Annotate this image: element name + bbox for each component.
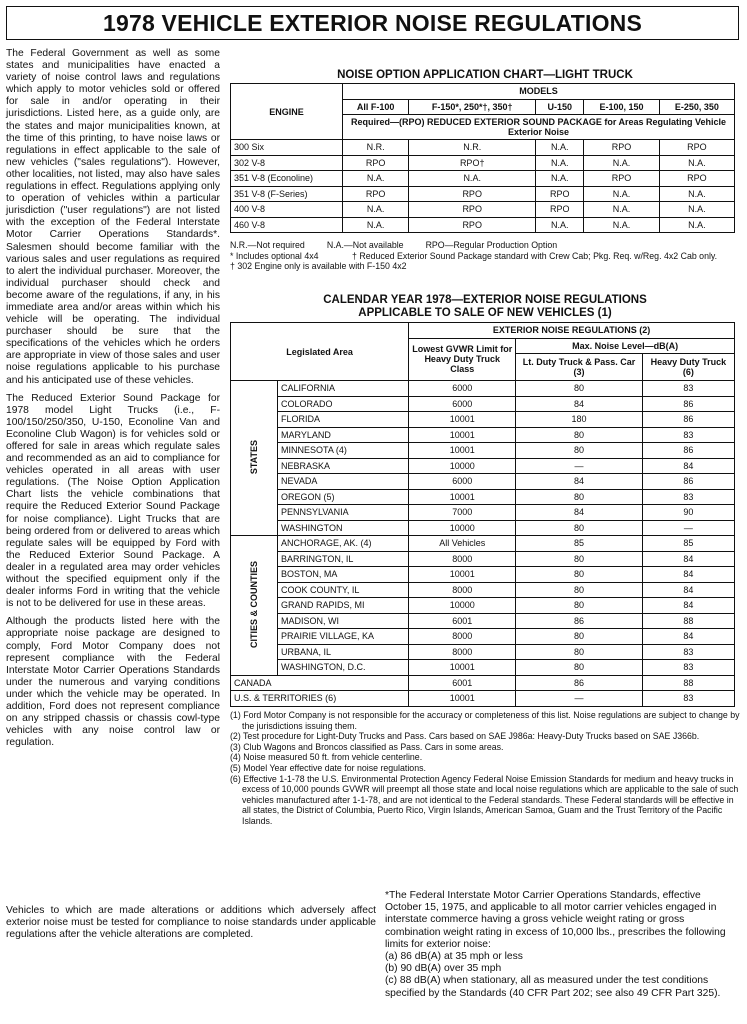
area-name: NEBRASKA (278, 458, 409, 474)
table-row (231, 660, 735, 676)
table-cell: N.A. (536, 171, 584, 187)
cities-group-cell (231, 536, 278, 676)
footnote: (2) Test procedure for Light-Duty Trucks and Pass. Cars based on SAE J986a: Heavy-Duty Trucks based on SAE J366b. (230, 731, 700, 742)
engine-cell: 460 V-8 (231, 217, 343, 233)
table-cell: N.A. (536, 140, 584, 156)
table-cell: RPO (659, 171, 734, 187)
gvwr-cell: 10001 (409, 489, 516, 505)
table-row (231, 598, 735, 614)
table-cell: N.A. (343, 217, 409, 233)
federal-standards-note (385, 890, 740, 1000)
light-cell: 86 (516, 613, 643, 629)
chart2-footnotes (230, 710, 740, 827)
table-cell: N.A. (584, 202, 659, 218)
table-cell: RPO† (409, 155, 536, 171)
table-row (231, 489, 735, 505)
table-row (231, 427, 735, 443)
footnote: (5) Model Year effective date for noise regulations. (230, 762, 426, 773)
chart2-title (230, 294, 740, 320)
area-name: BARRINGTON, IL (278, 551, 409, 567)
table-cell: RPO (536, 186, 584, 202)
gvwr-cell: 8000 (409, 551, 516, 567)
federal-intro: *The Federal Interstate Motor Carrier Operations Standards, effective October 15, 1975, and applicable to all motor carrier vehicles engaged in interstate commerce having a gross vehicle weight rating or gross combination weight rating in excess of 10,000 lbs., prescribes the following limits for exterior noise: (385, 890, 726, 950)
table-row (231, 140, 735, 156)
table-cell: RPO (584, 171, 659, 187)
legislated-area-header: Legislated Area (231, 323, 409, 381)
paragraph-sound-package: The Reduced Exterior Sound Package for 1978 model Light Trucks (i.e., F-100/150/250/350, U-150, Econoline Van and Econoline Club Wagon) is for vehicles sold or offered for sale in areas which regulate sales and recommended as an aid to compliance for vehicles operated in all areas with user regulations. (The Noise Option Application Chart lists the vehicle combinations that require the Reduced Exterior Sound Package for noise compliance). Light Trucks that are being ordered from or delivered to areas which regulate sales will be equipped by Ford with the Reduced Exterior Sound Package. A dealer in a regulated area may order vehicles without the specified equipment only if the dealer informs Ford in writing that the vehicle is not to be delivered for use in these areas. (6, 392, 220, 610)
area-name: PENNSYLVANIA (278, 505, 409, 521)
light-cell: 80 (516, 520, 643, 536)
light-cell: 80 (516, 644, 643, 660)
table-cell: N.R. (343, 140, 409, 156)
table-cell: N.A. (659, 202, 734, 218)
footnote: (6) Effective 1-1-78 the U.S. Environmental Protection Agency Federal Noise Emission Standards for medium and heavy trucks in excess of 10,000 pounds GVWR will preempt all those state and local noise regulations which are applicable to the sale of such vehicles manufactured after 1-1-78, and are not identical to the Federal standards. These Federal standards will be effective in all states, the District of Columbia, Puerto Rico, Virgin Islands, American Samoa, Guam and the Trust Territory of the Pacific Islands. (230, 773, 739, 826)
area-name: CALIFORNIA (278, 381, 409, 397)
table-row (231, 675, 735, 691)
heavy-cell: 84 (642, 551, 734, 567)
table-row (231, 582, 735, 598)
table-cell: N.A. (584, 155, 659, 171)
area-name: WASHINGTON (278, 520, 409, 536)
table-row (231, 644, 735, 660)
table-cell: RPO (409, 202, 536, 218)
gvwr-cell: 6000 (409, 474, 516, 490)
engine-cell: 351 V-8 (Econoline) (231, 171, 343, 187)
area-name: BOSTON, MA (278, 567, 409, 583)
area-name: MARYLAND (278, 427, 409, 443)
light-cell: — (516, 691, 643, 707)
table-row (231, 202, 735, 218)
gvwr-cell: 8000 (409, 644, 516, 660)
gvwr-cell: 7000 (409, 505, 516, 521)
gvwr-cell: 8000 (409, 629, 516, 645)
gvwr-cell: 6000 (409, 396, 516, 412)
gvwr-cell: 10001 (409, 443, 516, 459)
table-cell: N.A. (409, 171, 536, 187)
chart1-notes (230, 240, 740, 272)
area-name: NEVADA (278, 474, 409, 490)
heavy-cell: 83 (642, 660, 734, 676)
area-name: COOK COUNTY, IL (278, 582, 409, 598)
table-row (231, 474, 735, 490)
limit-a: (a) 86 dB(A) at 35 mph or less (385, 951, 523, 963)
note-dagger: † Reduced Exterior Sound Package standard with Crew Cab; Pkg. Req. w/Reg. 4x2 Cab only. (352, 250, 718, 261)
heavy-cell: 83 (642, 691, 734, 707)
table-cell: N.A. (536, 217, 584, 233)
note-dagger-302: † 302 Engine only is available with F-150 4x2 (230, 261, 407, 271)
heavy-cell: 85 (642, 536, 734, 552)
gvwr-cell: 10000 (409, 598, 516, 614)
gvwr-cell: 10001 (409, 427, 516, 443)
footnote: (3) Club Wagons and Broncos classified as Pass. Cars in some areas. (230, 741, 504, 752)
heavy-cell: 84 (642, 598, 734, 614)
alterations-paragraph: Vehicles to which are made alterations or additions which adversely affect exterior noise must be tested for compliance to noise standards under applicable regulations after the vehicle alterations are completed. (6, 905, 376, 941)
left-column (6, 48, 220, 755)
engine-cell: 400 V-8 (231, 202, 343, 218)
table-row (231, 691, 735, 707)
chart2-title-line2: APPLICABLE TO SALE OF NEW VEHICLES (1) (358, 307, 612, 319)
limit-b: (b) 90 dB(A) over 35 mph (385, 963, 502, 975)
table-row (231, 505, 735, 521)
note-nr: N.R.—Not required (230, 240, 305, 250)
table-cell: RPO (343, 186, 409, 202)
table-row (231, 567, 735, 583)
table-row (231, 381, 735, 397)
light-cell: 84 (516, 396, 643, 412)
area-name: FLORIDA (278, 412, 409, 428)
table-cell: N.R. (409, 140, 536, 156)
gvwr-cell: 8000 (409, 582, 516, 598)
table-cell: N.A. (536, 155, 584, 171)
table-cell: N.A. (343, 171, 409, 187)
note-na: N.A.—Not available (326, 240, 404, 250)
light-cell: 80 (516, 551, 643, 567)
required-note: Required—(RPO) REDUCED EXTERIOR SOUND PACKAGE for Areas Regulating Vehicle Exterior Noise (343, 115, 735, 140)
table-cell: RPO (659, 140, 734, 156)
area-name: URBANA, IL (278, 644, 409, 660)
light-duty-header: Lt. Duty Truck & Pass. Car (3) (516, 354, 643, 381)
area-name: OREGON (5) (278, 489, 409, 505)
model-header: F-150*, 250*†, 350† (409, 99, 536, 115)
table-row (231, 520, 735, 536)
table-cell: N.A. (659, 155, 734, 171)
area-name: ANCHORAGE, AK. (4) (278, 536, 409, 552)
gvwr-cell: 10000 (409, 520, 516, 536)
heavy-cell: 84 (642, 582, 734, 598)
light-cell: 80 (516, 567, 643, 583)
engine-cell: 302 V-8 (231, 155, 343, 171)
heavy-cell: 83 (642, 644, 734, 660)
area-name: MADISON, WI (278, 613, 409, 629)
table-cell: RPO (343, 155, 409, 171)
models-header: MODELS (343, 84, 735, 100)
gvwr-header: Lowest GVWR Limit for Heavy Duty Truck Class (409, 338, 516, 381)
heavy-cell: 86 (642, 443, 734, 459)
noise-option-chart (230, 83, 735, 233)
gvwr-cell: 6000 (409, 381, 516, 397)
heavy-cell: 84 (642, 629, 734, 645)
light-cell: 80 (516, 660, 643, 676)
area-name: MINNESOTA (4) (278, 443, 409, 459)
paragraph-intro: The Federal Government as well as some states and municipalities have enacted a variety of noise control laws and regulations which apply to motor vehicles sold or offered for sale in and/or operating in their jurisdictions. Listed here, as a guide only, are the states and major municipalities known, at the time of this printing, to have noise laws or regulations in effect applicable to the sale of new vehicles ("sales regulations"). However, other localities, not listed, may also have sales regulations in effect. Regulations applying only to operation of vehicles within a particular jurisdiction ("user regulations") are not listed with the exception of the Federal Interstate Motor Carrier Operations Standards*. Salesmen should become familiar with the various sales and user regulations as required to alert the individual purchaser. Moreover, the individual purchaser should check and become aware of the regulations, if any, in his immediate area and/or areas within which his vehicle will be operating. The individual purchaser should be sure that the specifications of the vehicles which he orders are appropriate in view of those sales and user noise regulations applicable to his purchase and his anticipated use of these vehicles. (6, 48, 220, 386)
states-group-cell (231, 381, 278, 536)
engine-header: ENGINE (231, 84, 343, 140)
area-name: U.S. & TERRITORIES (6) (231, 691, 409, 707)
paragraph-compliance: Although the products listed here with the appropriate noise package are designed to comply, Ford Motor Company does not represent compliance with the Federal Interstate Motor Carrier Operations Standards under the numerous and varying conditions under which the vehicle may be operated. In addition, Ford does not represent compliance on any stripped chassis or chassis cowl-type vehicles with any noise control law or regulation. (6, 616, 220, 749)
page-title: 1978 VEHICLE EXTERIOR NOISE REGULATIONS (102, 10, 643, 36)
heavy-cell: 90 (642, 505, 734, 521)
table-row (231, 551, 735, 567)
light-cell: 84 (516, 505, 643, 521)
light-cell: 80 (516, 582, 643, 598)
engine-cell: 351 V-8 (F-Series) (231, 186, 343, 202)
heavy-cell: 83 (642, 381, 734, 397)
states-label: STATES (249, 439, 259, 475)
model-header: E-100, 150 (584, 99, 659, 115)
title-box (6, 6, 739, 40)
light-cell: — (516, 458, 643, 474)
light-cell: 86 (516, 675, 643, 691)
gvwr-cell: All Vehicles (409, 536, 516, 552)
gvwr-cell: 10001 (409, 412, 516, 428)
table-row (231, 458, 735, 474)
gvwr-cell: 6001 (409, 675, 516, 691)
table-cell: RPO (409, 186, 536, 202)
table-row (231, 186, 735, 202)
table-row (231, 536, 735, 552)
area-name: GRAND RAPIDS, MI (278, 598, 409, 614)
light-cell: 80 (516, 443, 643, 459)
model-header: All F-100 (343, 99, 409, 115)
light-cell: 84 (516, 474, 643, 490)
model-header: E-250, 350 (659, 99, 734, 115)
model-header: U-150 (536, 99, 584, 115)
note-rpo: RPO—Regular Production Option (425, 240, 558, 250)
table-cell: RPO (409, 217, 536, 233)
footnote: (4) Noise measured 50 ft. from vehicle centerline. (230, 752, 423, 763)
gvwr-cell: 10000 (409, 458, 516, 474)
heavy-cell: 83 (642, 489, 734, 505)
heavy-duty-header: Heavy Duty Truck (6) (642, 354, 734, 381)
heavy-cell: 83 (642, 427, 734, 443)
area-name: CANADA (231, 675, 409, 691)
gvwr-cell: 6001 (409, 613, 516, 629)
heavy-cell: 84 (642, 567, 734, 583)
table-row (231, 629, 735, 645)
table-row (231, 171, 735, 187)
table-row (231, 155, 735, 171)
table-row (231, 217, 735, 233)
area-name: WASHINGTON, D.C. (278, 660, 409, 676)
heavy-cell: 88 (642, 675, 734, 691)
heavy-cell: 84 (642, 458, 734, 474)
light-cell: 85 (516, 536, 643, 552)
ext-noise-header: EXTERIOR NOISE REGULATIONS (2) (409, 323, 735, 339)
gvwr-cell: 10001 (409, 660, 516, 676)
light-cell: 80 (516, 489, 643, 505)
engine-cell: 300 Six (231, 140, 343, 156)
table-row (231, 613, 735, 629)
light-cell: 80 (516, 629, 643, 645)
light-cell: 80 (516, 427, 643, 443)
table-cell: N.A. (343, 202, 409, 218)
light-cell: 180 (516, 412, 643, 428)
table-cell: N.A. (659, 217, 734, 233)
table-row (231, 443, 735, 459)
chart1-title: NOISE OPTION APPLICATION CHART—LIGHT TRUCK (337, 69, 633, 81)
footnote: (1) Ford Motor Company is not responsible for the accuracy or completeness of this list. Noise regulations are subject to change by the jurisdictions issuing them. (230, 710, 740, 731)
table-cell: RPO (584, 140, 659, 156)
light-cell: 80 (516, 598, 643, 614)
table-row (231, 84, 735, 100)
table-cell: N.A. (659, 186, 734, 202)
area-name: PRAIRIE VILLAGE, KA (278, 629, 409, 645)
heavy-cell: 86 (642, 412, 734, 428)
table-row (231, 323, 735, 339)
heavy-cell: 86 (642, 396, 734, 412)
exterior-noise-regulations-table (230, 322, 735, 707)
heavy-cell: — (642, 520, 734, 536)
area-name: COLORADO (278, 396, 409, 412)
table-row (231, 412, 735, 428)
max-noise-header: Max. Noise Level—dB(A) (516, 338, 735, 354)
table-cell: N.A. (584, 217, 659, 233)
limit-c: (c) 88 dB(A) when stationary, all as measured under the test conditions specified by the Standards (40 CFR Part 202; see also 49 CFR Part 325). (385, 975, 721, 999)
table-cell: RPO (536, 202, 584, 218)
table-row (231, 396, 735, 412)
heavy-cell: 86 (642, 474, 734, 490)
gvwr-cell: 10001 (409, 567, 516, 583)
table-cell: N.A. (584, 186, 659, 202)
gvwr-cell: 10001 (409, 691, 516, 707)
note-star: * Includes optional 4x4 (230, 250, 319, 261)
cities-label: CITIES & COUNTIES (249, 560, 259, 648)
chart2-title-line1: CALENDAR YEAR 1978—EXTERIOR NOISE REGULATIONS (323, 294, 647, 306)
light-cell: 80 (516, 381, 643, 397)
heavy-cell: 88 (642, 613, 734, 629)
